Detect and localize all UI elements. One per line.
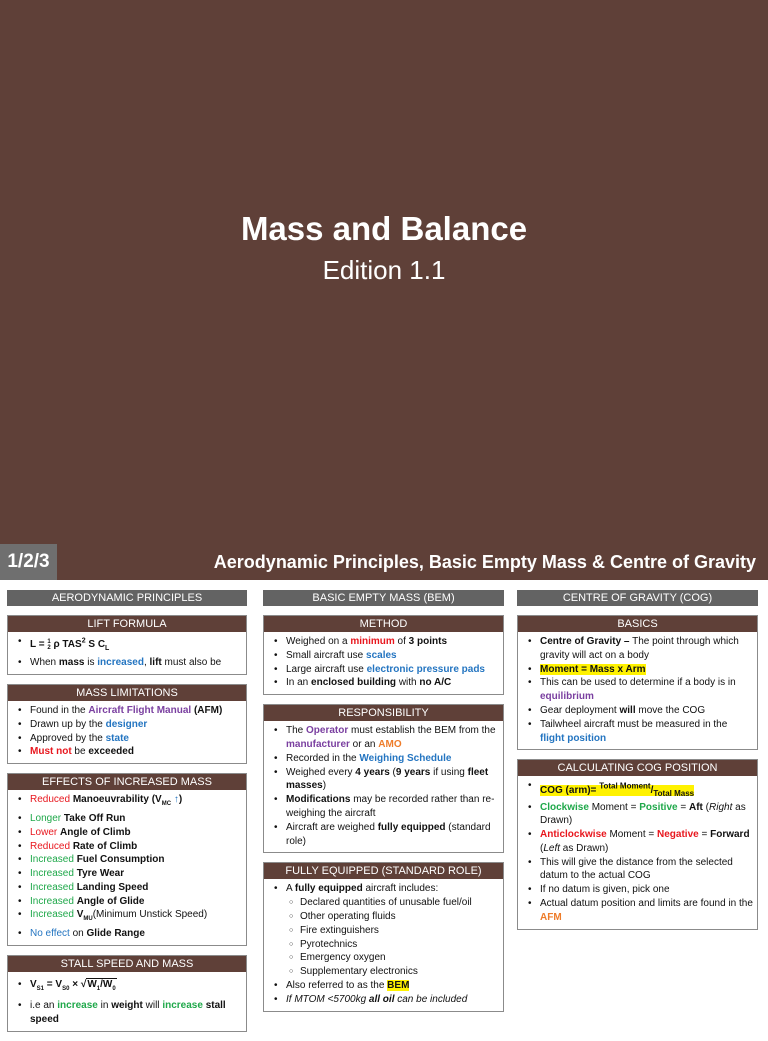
list-item: • i.e an increase in weight will increase stall speed bbox=[30, 999, 242, 1027]
list-item: ○ Other operating fluids bbox=[300, 910, 499, 924]
list-item: • No effect on Glide Range bbox=[30, 927, 242, 941]
list-item: • Large aircraft use electronic pressure pads bbox=[286, 663, 499, 677]
list-item: • Moment = Mass x Arm bbox=[540, 663, 753, 677]
stall-box bbox=[7, 955, 247, 1032]
list-item: • This can be used to determine if a body is in equilibrium bbox=[540, 676, 753, 704]
list-item: • COG $(arm)= ^{Total Moment}/_{Total Mass}$ bbox=[540, 779, 753, 800]
list-item: ○ Supplementary electronics bbox=[300, 965, 499, 979]
mass-limitations-box bbox=[7, 684, 247, 764]
list-item: ○ Pyrotechnics bbox=[300, 938, 499, 952]
list-item: • A fully equipped aircraft includes: ○ Declared quantities of unusable fuel/oil ○ Other operating fluids ○ Fire extinguishers ○ Pyrotechnics ○ Emergency oxygen ○ Supplementary electronics bbox=[286, 882, 499, 979]
list-item: • Actual datum position and limits are found in the AFM bbox=[540, 897, 753, 925]
list-item: • Increased Angle of Glide bbox=[30, 895, 242, 909]
list-item: • Weighed on a minimum of 3 points bbox=[286, 635, 499, 649]
cover-title: Mass and Balance bbox=[240, 210, 528, 247]
lift-formula-box bbox=[7, 615, 247, 675]
box-title: BASICS bbox=[518, 616, 757, 632]
box-title: MASS LIMITATIONS bbox=[8, 685, 246, 701]
list-item: • Weighed every 4 years (9 years if using fleet masses) bbox=[286, 766, 499, 794]
list-item: • Found in the Aircraft Flight Manual (AFM) bbox=[30, 704, 242, 718]
list-item: • Clockwise Moment = Positive = Aft (Right as Drawn) bbox=[540, 801, 753, 829]
column-aerodynamic bbox=[7, 590, 247, 1041]
list-item: • Anticlockwise Moment = Negative = Forward (Left as Drawn) bbox=[540, 828, 753, 856]
list-item: • Tailwheel aircraft must be measured in the flight position bbox=[540, 718, 753, 746]
list-item: • Centre of Gravity – The point through which gravity will act on a body bbox=[540, 635, 753, 663]
calc-cog-box bbox=[517, 759, 758, 929]
list-item: • Small aircraft use scales bbox=[286, 649, 499, 663]
section-banner bbox=[0, 544, 768, 580]
list-item: • Increased Landing Speed bbox=[30, 881, 242, 895]
list-item: • Recorded in the Weighing Schedule bbox=[286, 752, 499, 766]
list-item: • Must not be exceeded bbox=[30, 745, 242, 759]
list-item: • Modifications may be recorded rather than re-weighing the aircraft bbox=[286, 793, 499, 821]
box-title: CALCULATING COG POSITION bbox=[518, 760, 757, 776]
box-title: FULLY EQUIPPED (STANDARD ROLE) bbox=[264, 863, 503, 879]
list-item: • Increased Fuel Consumption bbox=[30, 853, 242, 867]
effects-box bbox=[7, 773, 247, 946]
box-title: METHOD bbox=[264, 616, 503, 632]
list-item: • Aircraft are weighed fully equipped (standard role) bbox=[286, 821, 499, 849]
list-item: • If no datum is given, pick one bbox=[540, 883, 753, 897]
cover-edition: Edition 1.1 bbox=[322, 255, 446, 285]
list-item: ○ Emergency oxygen bbox=[300, 951, 499, 965]
list-item: • The Operator must establish the BEM from the manufacturer or an AMO bbox=[286, 724, 499, 752]
list-item: • $V_{S1} = V_{S0} \times √W_1/W_0$ bbox=[30, 975, 242, 999]
list-item: • Approved by the state bbox=[30, 732, 242, 746]
box-title: RESPONSIBILITY bbox=[264, 705, 503, 721]
box-title: STALL SPEED AND MASS bbox=[8, 956, 246, 972]
column-header: BASIC EMPTY MASS (BEM) bbox=[263, 590, 504, 606]
list-item: • Reduced Manoeuvrability ($V_{MC}$ ↑) bbox=[30, 793, 242, 812]
list-item: • Gear deployment will move the COG bbox=[540, 704, 753, 718]
list-item: • When mass is increased, lift must also be bbox=[30, 656, 242, 670]
method-box bbox=[263, 615, 504, 695]
page-number: 1/2/3 bbox=[0, 544, 57, 580]
list-item: • Increased Tyre Wear bbox=[30, 867, 242, 881]
list-item: • L = 1 2 ρ TAS$^2$ S $C_L$ bbox=[30, 635, 242, 656]
list-item: • Reduced Rate of Climb bbox=[30, 840, 242, 854]
box-title: LIFT FORMULA bbox=[8, 616, 246, 632]
list-item: • Lower Angle of Climb bbox=[30, 826, 242, 840]
section-title: Aerodynamic Principles, Basic Empty Mass & Centre of Gravity bbox=[213, 552, 756, 572]
box-title: EFFECTS OF INCREASED MASS bbox=[8, 774, 246, 790]
list-item: • Increased $V_{MU}(Minimum$ Unstick Speed) bbox=[30, 908, 242, 927]
responsibility-box bbox=[263, 704, 504, 853]
fully-equipped-box bbox=[263, 862, 504, 1011]
list-item: • In an enclosed building with no A/C bbox=[286, 676, 499, 690]
list-item: • This will give the distance from the selected datum to the actual COG bbox=[540, 856, 753, 884]
column-bem bbox=[263, 590, 504, 1021]
list-item: • Longer Take Off Run bbox=[30, 812, 242, 826]
list-item: • Also referred to as the BEM bbox=[286, 979, 499, 993]
list-item: ○ Fire extinguishers bbox=[300, 924, 499, 938]
list-item: • Drawn up by the designer bbox=[30, 718, 242, 732]
list-item: • If MTOM <5700kg all oil can be included bbox=[286, 993, 499, 1007]
column-header: CENTRE OF GRAVITY (COG) bbox=[517, 590, 758, 606]
list-item: ○ Declared quantities of unusable fuel/oil bbox=[300, 896, 499, 910]
column-cog bbox=[517, 590, 758, 939]
basics-box bbox=[517, 615, 758, 750]
column-header: AERODYNAMIC PRINCIPLES bbox=[7, 590, 247, 606]
